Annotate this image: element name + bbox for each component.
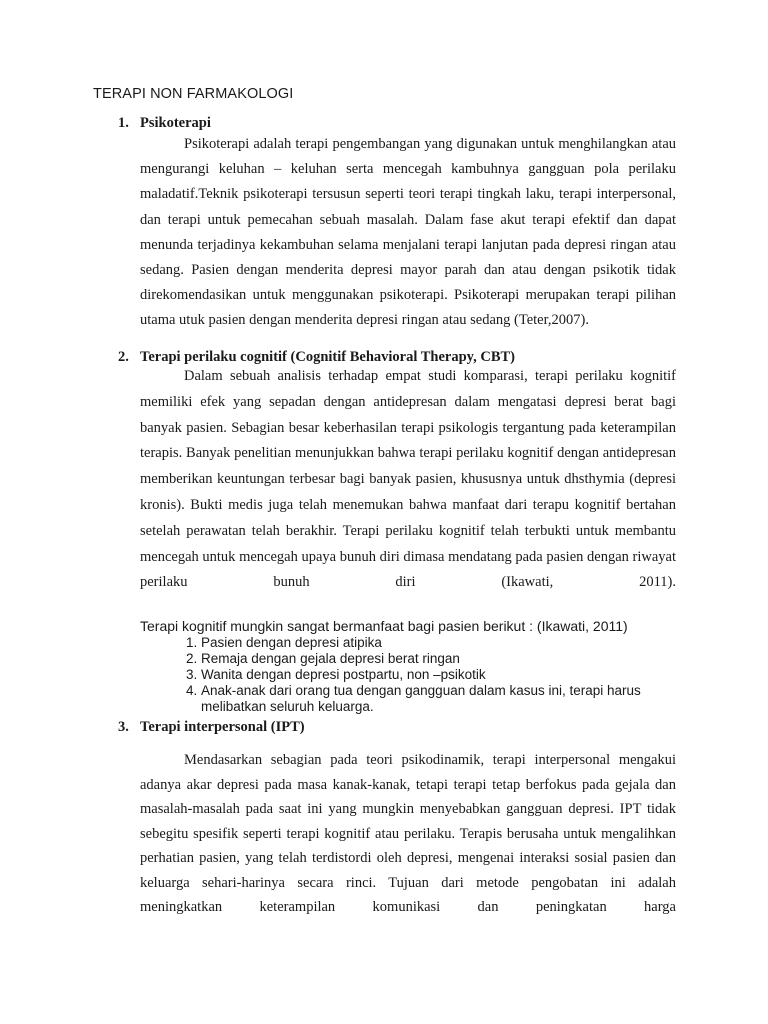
list-item-number: 4.: [186, 683, 198, 698]
section-3-title: Terapi interpersonal (IPT): [140, 719, 305, 735]
list-item-text: Wanita dengan depresi postpartu, non –psikotik: [201, 667, 486, 682]
section-2-benefit-intro: Terapi kognitif mungkin sangat bermanfaat bagi pasien berikut : (Ikawati, 2011): [140, 618, 628, 634]
list-item: [186, 635, 666, 651]
section-2-number: 2.: [118, 349, 129, 365]
list-item-text: Anak-anak dari orang tua dengan gangguan dalam kasus ini, terapi harus melibatkan seluruh keluarga.: [201, 683, 641, 714]
list-item-number: 1.: [186, 635, 198, 650]
list-item: [186, 651, 666, 667]
section-1-paragraph: Psikoterapi adalah terapi pengembangan yang digunakan untuk menghilangkan atau mengurangi keluhan – keluhan serta mencegah kambuhnya gangguan pola perilaku maladatif.Teknik psikoterapi tersusun seperti teori terapi tingkah laku, terapi interpersonal, dan terapi untuk pemecahan sebuah masalah. Dalam fase akut terapi efektif dan dapat menunda terjadinya kekambuhan selama menjalani terapi lanjutan pada depresi ringan atau sedang. Pasien dengan menderita depresi mayor parah dan atau dengan psikotik tidak direkomendasikan untuk menggunakan psikoterapi. Psikoterapi merupakan terapi pilihan utama utuk pasien dengan menderita depresi ringan atau sedang (Teter,2007).: [140, 136, 676, 329]
section-3-paragraph: Mendasarkan sebagian pada teori psikodinamik, terapi interpersonal mengakui adanya akar depresi pada masa kanak-kanak, tetapi terapi tetap berfokus pada gejala dan masalah-masalah pada saat ini yang mungkin menyebabkan gangguan depresi. IPT tidak sebegitu spesifik seperti terapi kognitif atau perilaku. Terapis berusaha untuk mengalihkan perhatian pasien, yang telah terdistordi oleh depresi, mengenai interaksi sosial pasien dan keluarga sehari-harinya secara rinci. Tujuan dari metode pengobatan ini adalah meningkatkan keterampilan komunikasi dan peningkatan harga: [140, 752, 676, 915]
section-3-heading: [118, 719, 305, 739]
benefit-list: [186, 635, 666, 715]
list-item: [186, 683, 666, 715]
list-item-number: 2.: [186, 651, 198, 666]
list-item-text: Pasien dengan depresi atipika: [201, 635, 382, 650]
section-2-title: Terapi perilaku cognitif (Cognitif Behavioral Therapy, CBT): [140, 349, 516, 365]
section-3-number: 3.: [118, 719, 129, 735]
list-item: [186, 667, 666, 683]
list-item-number: 3.: [186, 667, 198, 682]
section-1-number: 1.: [118, 115, 129, 131]
document-title: TERAPI NON FARMAKOLOGI: [93, 86, 294, 102]
section-2-paragraph: Dalam sebuah analisis terhadap empat studi komparasi, terapi perilaku kognitif memiliki efek yang sepadan dengan antidepresan dalam mengatasi depresi berat bagi banyak pasien. Sebagian besar keberhasilan terapi psikologis tergantung pada keterampilan terapis. Banyak penelitian menunjukkan bahwa terapi perilaku kognitif dengan antidepresan memberikan keuntungan terbesar bagi banyak pasien, khususnya untuk dhsthymia (depresi kronis). Bukti medis juga telah menemukan bahwa manfaat dari terapu kognitif bertahan setelah perawatan telah berakhir. Terapi perilaku kognitif telah terbukti untuk membantu mencegah untuk mencegah upaya bunuh diri dimasa mendatang pada pasien dengan riwayat perilaku bunuh diri (Ikawati, 2011).: [140, 368, 676, 591]
section-1-title: Psikoterapi: [140, 115, 211, 131]
list-item-text: Remaja dengan gejala depresi berat ringan: [201, 651, 460, 666]
